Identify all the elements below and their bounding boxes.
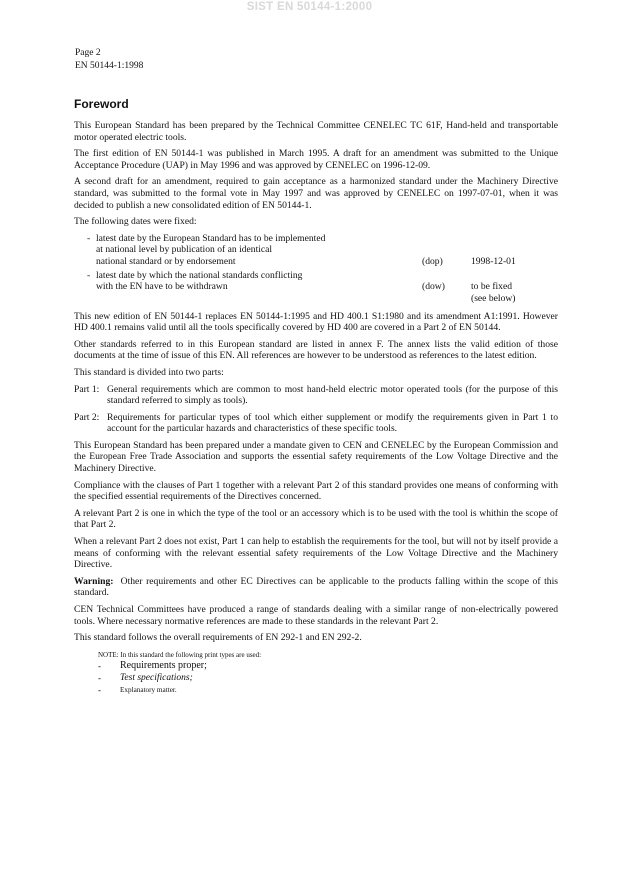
warning-paragraph: [74, 576, 558, 599]
paragraph: The following dates were fixed:: [74, 216, 197, 228]
paragraph: The first edition of EN 50144-1 was published in March 1995. A draft for an amendment was submitted to the Unique Acceptance Procedure (UAP) in May 1996 and was approved by CENELEC on 1996-12-09.: [74, 148, 558, 171]
dates-item-dop: [74, 233, 558, 268]
print-type-label: Test specifications;: [120, 672, 193, 683]
paragraph: CEN Technical Committees have produced a range of standards dealing with a similar range of non-electrically powered tools. Where necessary normative references are made to these standards in the relevant Part 2.: [74, 604, 558, 627]
paragraph: A relevant Part 2 is one in which the type of the tool or an accessory which is to be used with the tool is whithin the scope of that Part 2.: [74, 507, 558, 531]
dates-item-dow: [74, 270, 558, 306]
note-text: NOTE: In this standard the following print types are used:: [98, 650, 262, 659]
warning-text: Other requirements and other EC Directives can be applicable to the products falling within the scope of this standard.: [74, 575, 559, 599]
text-line: at national level by publication of an identical: [96, 244, 273, 256]
part-label: Part 2:: [74, 411, 100, 423]
print-type-item: [98, 660, 558, 672]
part-text: Requirements for particular types of tool which either supplement or modify the requirements given in Part 1 to account for the particular hazards and characteristics of these specific tools.: [107, 411, 558, 435]
watermark: SIST EN 50144-1:2000: [246, 1, 373, 13]
list-dash: -: [98, 684, 101, 695]
text-line: with the EN have to be withdrawn: [96, 281, 228, 293]
paragraph: When a relevant Part 2 does not exist, Part 1 can help to establish the requirements for the tool, but will not by itself provide a means of conforming with the relevant essential safety requirements of the Low Voltage Directive and the Machinery Directive.: [74, 536, 558, 571]
text-line: latest date by the European Standard has to be implemented: [96, 232, 326, 244]
paragraph: This European Standard has been prepared by the Technical Committee CENELEC TC 61F, Hand-held and transportable motor operated electric tools.: [74, 120, 558, 143]
dates-item-text: [96, 233, 386, 268]
paragraph: Compliance with the clauses of Part 1 together with a relevant Part 2 of this standard provides one means of conforming with the specified essential requirements of the Directives concerned.: [74, 479, 558, 503]
paragraph: Other standards referred to in this European standard are listed in annex F. The annex lists the valid edition of those documents at the time of issue of this EN. All references are however to be understood as references to the latest edition.: [74, 338, 558, 362]
paragraph: This standard follows the overall requirements of EN 292-1 and EN 292-2.: [74, 632, 362, 644]
list-dash: -: [98, 672, 101, 683]
list-dash: -: [87, 232, 91, 244]
date-value: to be fixed: [471, 280, 513, 292]
list-dash: -: [98, 660, 101, 671]
paragraph: A second draft for an amendment, required to gain acceptance as a harmonized standard under the Machinery Directive standard, was submitted to the formal vote in May 1997 and was approved by CENELEC on 1997-07-01, when it was decided to publish a new consolidated edition of EN 50144-1.: [74, 176, 558, 211]
print-type-label: Explanatory matter.: [120, 685, 177, 694]
print-type-item: [98, 684, 558, 697]
date-code: (dow): [422, 280, 445, 292]
section-heading: Foreword: [74, 97, 129, 111]
print-type-label: Requirements proper;: [120, 659, 207, 671]
warning-label: Warning:: [74, 575, 114, 587]
foreword-body: [74, 120, 558, 697]
part-1: [74, 384, 558, 407]
part-text: General requirements which are common to most hand-held electric motor operated tools (for the purpose of this standard referred to simply as tools).: [107, 383, 558, 407]
paragraph: This standard is divided into two parts:: [74, 366, 224, 378]
paragraph: This new edition of EN 50144-1 replaces EN 50144-1:1995 and HD 400.1 S1:1980 and its amendment A1:1991. However HD 400.1 remains valid until all the tools specifically covered by HD 400 are covered in a Part 2 of EN 50144.: [74, 310, 558, 334]
text-line: national standard or by endorsement: [96, 255, 236, 267]
part-label: Part 1:: [74, 383, 100, 395]
page-number: Page 2: [75, 48, 101, 58]
dates-item-text: [96, 270, 386, 293]
paragraph: This European Standard has been prepared under a mandate given to CEN and CENELEC by the European Commission and the European Free Trade Association and supports the essential safety requirements of the Low Voltage Directive and the Machinery Directive.: [74, 439, 558, 475]
list-dash: -: [87, 269, 91, 281]
dates-list: [74, 233, 558, 306]
part-2: [74, 412, 558, 435]
text-line: latest date by which the national standards conflicting: [96, 269, 303, 281]
print-type-item: [98, 672, 558, 684]
date-value-note: (see below): [471, 292, 516, 304]
document-id: EN 50144-1:1998: [75, 61, 144, 71]
date-code: (dop): [422, 255, 443, 267]
date-value: 1998-12-01: [471, 255, 516, 267]
